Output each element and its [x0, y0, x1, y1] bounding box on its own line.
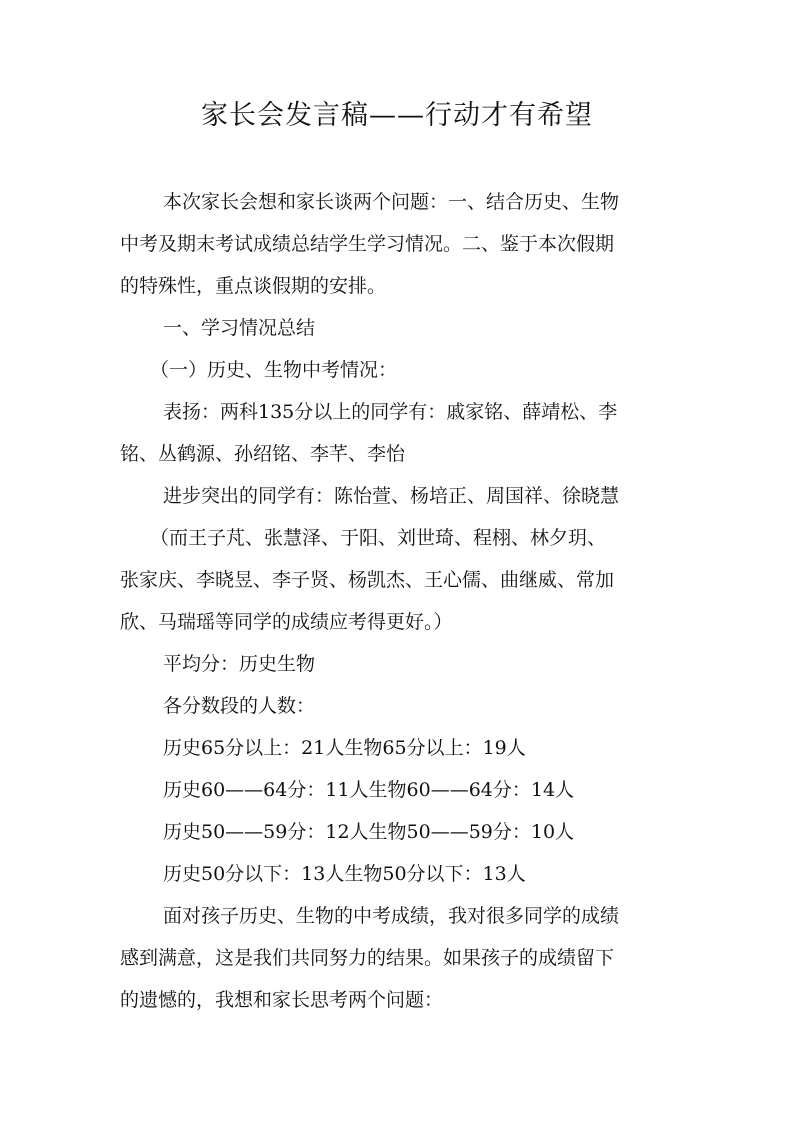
paragraph-line: （而王子芃、张慧泽、于阳、刘世琦、程栩、林夕玥、 [150, 527, 607, 549]
paragraph-line: 表扬：两科135分以上的同学有：戚家铭、薛靖松、李 [163, 401, 618, 423]
paragraph-line: 的特殊性，重点谈假期的安排。 [120, 275, 387, 297]
paragraph-line: 本次家长会想和家长谈两个问题：一、结合历史、生物 [163, 191, 620, 213]
paragraph-line: 各分数段的人数： [163, 695, 316, 717]
score-line: 历史65分以上：21人生物65分以上：19人 [163, 737, 526, 759]
subsection-heading: （一）历史、生物中考情况： [150, 359, 398, 381]
paragraph-line: 欣、马瑞瑶等同学的成绩应考得更好。） [120, 611, 453, 633]
score-line: 历史50——59分：12人生物50——59分：10人 [163, 821, 575, 843]
section-heading: 一、学习情况总结 [163, 317, 316, 339]
paragraph-line: 平均分：历史生物 [163, 653, 316, 675]
score-line: 历史60——64分：11人生物60——64分：14人 [163, 779, 575, 801]
paragraph-line: 进步突出的同学有：陈怡萱、杨培正、周国祥、徐晓慧 [163, 485, 620, 507]
paragraph-line: 铭、丛鹤源、孙绍铭、李芊、李怡 [120, 443, 406, 465]
paragraph-line: 中考及期末考试成绩总结学生学习情况。二、鉴于本次假期 [120, 233, 615, 255]
paragraph-line: 面对孩子历史、生物的中考成绩，我对很多同学的成绩 [163, 905, 620, 927]
paragraph-line: 的遗憾的，我想和家长思考两个问题： [120, 989, 444, 1011]
paragraph-line: 张家庆、李晓昱、李子贤、杨凯杰、王心儒、曲继威、常加 [120, 569, 615, 591]
paragraph-line: 感到满意，这是我们共同努力的结果。如果孩子的成绩留下 [120, 947, 615, 969]
document-title: 家长会发言稿——行动才有希望 [201, 100, 593, 131]
score-line: 历史50分以下：13人生物50分以下：13人 [163, 863, 526, 885]
